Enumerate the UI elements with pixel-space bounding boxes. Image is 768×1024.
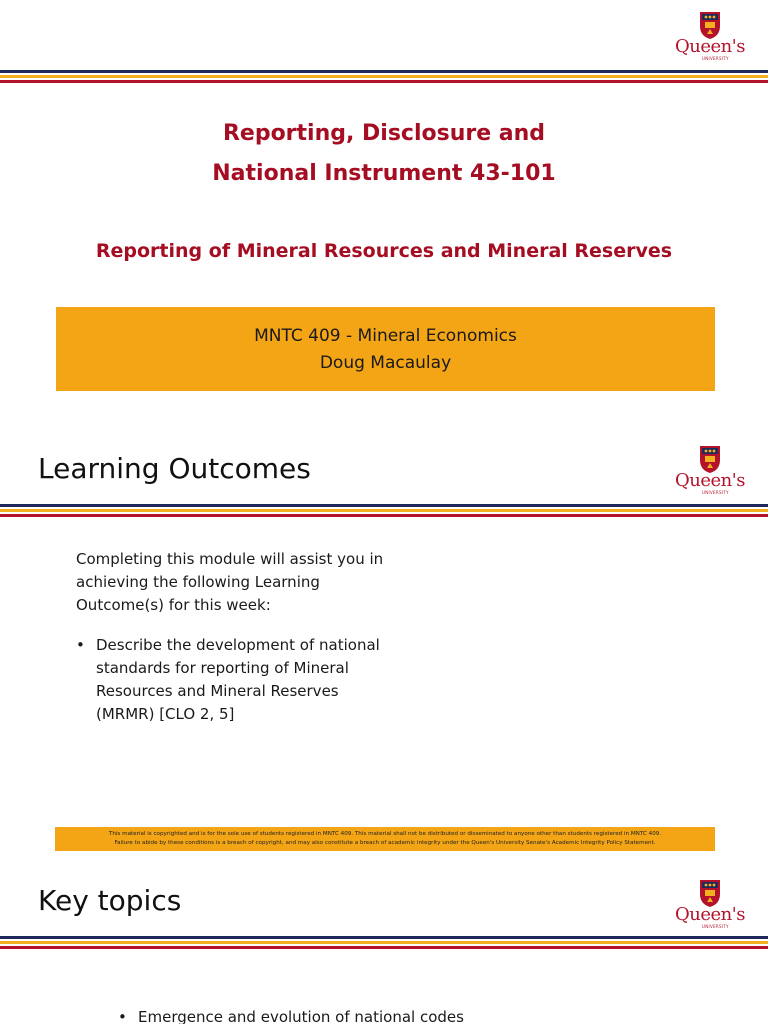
intro-line: achieving the following Learning (76, 573, 320, 591)
slide-title (0, 118, 768, 190)
logo-subtext: UNIVERSITY (702, 924, 729, 929)
learning-outcome-item (76, 634, 416, 726)
intro-line: Completing this module will assist you in (76, 550, 384, 568)
slide-subtitle: Reporting of Mineral Resources and Mineral Reserves (95, 240, 673, 262)
intro-line: Outcome(s) for this week: (76, 596, 271, 614)
logo-wordmark: Queen's (675, 36, 745, 57)
copyright-line: This material is copyrighted and is for the sole use of students registered in MNTC 409. This material shall not be distributed or disseminated to anyone other than students registered in MNTC 409. (108, 831, 662, 837)
logo-wordmark: Queen's (675, 904, 745, 925)
header-stripes (0, 936, 768, 949)
slide-heading: Key topics (38, 884, 182, 917)
course-info-box (56, 307, 715, 391)
bullet-line: (MRMR) [CLO 2, 5] (96, 705, 235, 723)
header-stripes (0, 504, 768, 517)
topic-item (118, 1006, 538, 1024)
learning-outcomes-slide (0, 432, 768, 862)
title-slide (0, 0, 768, 410)
queens-university-logo (672, 878, 748, 930)
topic-label: Emergence and evolution of national codes (138, 1008, 464, 1024)
instructor-name: Doug Macaulay (319, 353, 452, 373)
bullet-line: Resources and Mineral Reserves (96, 682, 339, 700)
course-name: MNTC 409 - Mineral Economics (254, 326, 517, 346)
bullet-line: Describe the development of national (96, 636, 380, 654)
bullet-icon: • (76, 636, 85, 654)
header-stripes (0, 70, 768, 83)
logo-wordmark: Queen's (675, 470, 745, 491)
logo-subtext: UNIVERSITY (702, 56, 729, 61)
slide-heading: Learning Outcomes (38, 452, 311, 485)
queens-university-logo (672, 10, 748, 62)
queens-university-logo (672, 444, 748, 496)
copyright-line: Failure to abide by these conditions is a breach of copyright, and may also constitute a breach of academic integrity under the Queen's University Senate's Academic Integrity Policy Statement. (114, 840, 656, 846)
intro-paragraph (76, 548, 416, 617)
logo-subtext: UNIVERSITY (702, 490, 729, 495)
bullet-line: standards for reporting of Mineral (96, 659, 349, 677)
copyright-notice (55, 827, 715, 851)
key-topics-slide (0, 866, 768, 1024)
slide-title-line1: Reporting, Disclosure and (222, 121, 546, 146)
bullet-icon: • (118, 1008, 127, 1024)
slide-title-line2: National Instrument 43-101 (212, 161, 556, 186)
